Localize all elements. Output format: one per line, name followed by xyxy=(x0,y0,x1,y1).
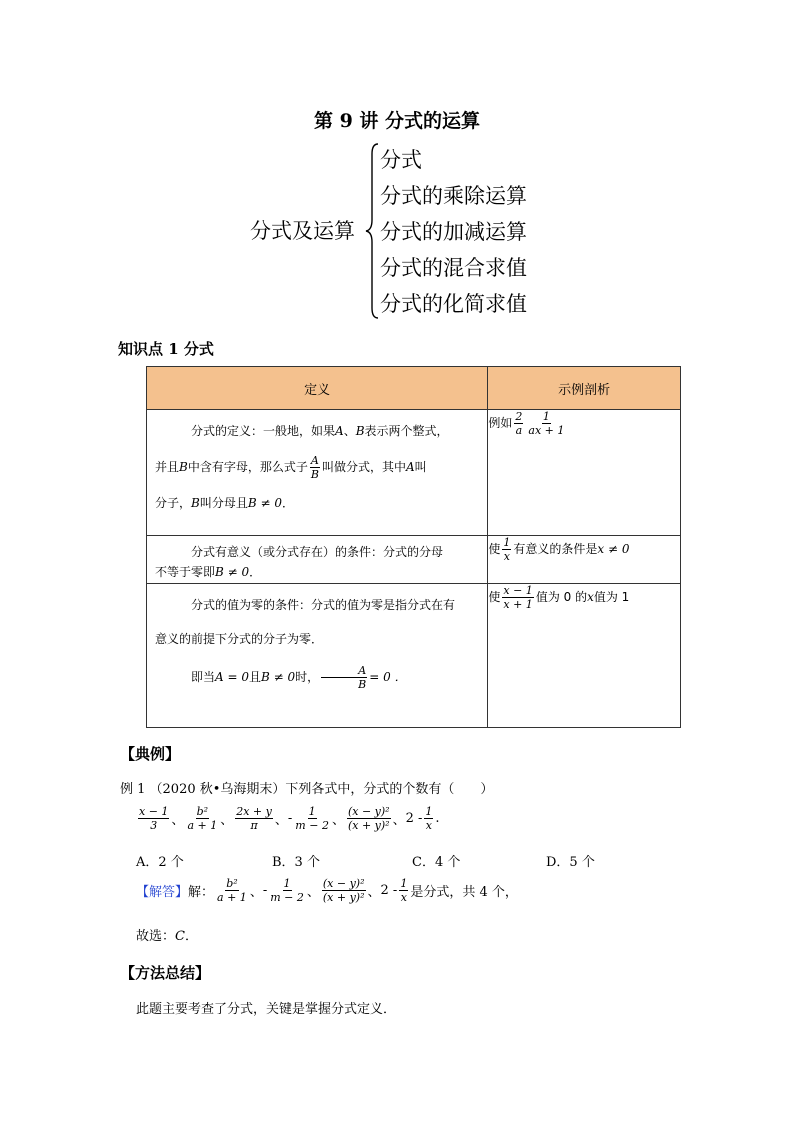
outline-item: 分式的混合求值 xyxy=(380,256,527,280)
table-row xyxy=(147,584,681,728)
knowledge-table xyxy=(146,366,681,728)
option-a: A．2 个 xyxy=(136,855,184,870)
choose-line: 故选：C． xyxy=(136,929,198,944)
definition-cell: 分式的值为零的条件：分式的值为零是指分式在有 意义的前提下分式的分子为零． 即当A = 0且B ≠ 0时， $\frac{A}{B}$ = 0 ． xyxy=(147,584,488,728)
definition-cell: 分式的定义：一般地，如果A、B表示两个整式， 并且B中含有字母，那么式子 $\frac{A}{B}$ 叫做分式，其中A叫 分子，B叫分母且B ≠ 0． xyxy=(147,410,488,536)
outline-root: 分式及运算 xyxy=(250,219,355,243)
method-heading: 【方法总结】 xyxy=(120,964,211,982)
answer-tag: 【解答】 xyxy=(136,885,189,900)
example-stem: 例 1 （2020 秋•乌海期末）下列各式中，分式的个数有（ ） xyxy=(120,782,494,797)
table-header-definition: 定义 xyxy=(147,367,488,410)
outline-item: 分式的化简求值 xyxy=(380,292,527,316)
fraction-a-over-b: $\frac{A}{B}$ xyxy=(310,454,319,481)
table-row xyxy=(147,536,681,584)
example-cell: 使 $\frac{x - 1}{x + 1}$ 值为 0 的x值为 1 xyxy=(488,584,681,728)
section-heading: 知识点 1 分式 xyxy=(118,340,214,358)
option-b: B．3 个 xyxy=(272,855,320,870)
table-header-example: 示例剖析 xyxy=(488,367,681,410)
outline-item: 分式的乘除运算 xyxy=(380,184,527,208)
definition-cell: 分式有意义（或分式存在）的条件：分式的分母 不等于零即B ≠ 0． xyxy=(147,536,488,584)
example-heading: 【典例】 xyxy=(120,745,181,763)
page-title: 第 9 讲 分式的运算 xyxy=(313,110,481,132)
example-cell: 使 $\frac{1}{x}$ 有意义的条件是x ≠ 0 xyxy=(488,536,681,584)
example-cell: 例如 $\frac{2}{a}$ $\frac{1}{ax + 1}$ xyxy=(488,410,681,536)
option-d: D．5 个 xyxy=(546,855,595,870)
brace-icon xyxy=(364,142,380,320)
outline-item: 分式 xyxy=(380,148,422,172)
outline-list xyxy=(380,142,527,322)
answer-line: 【解答】 解： $\frac{\text{b²}}{a + 1}$ 、 - $\frac{1}{m - 2}$ 、 $\frac{\text{(x − y)²}}{\text{(x + y)²}}$ 、 2 - $\frac{1}{x}$ 是分式，共 4 个， xyxy=(136,877,518,904)
expression-list: $\frac{x - 1}{3}$ 、 $\frac{\text{b²}}{a + 1}$ 、 $\frac{2x + y}{\pi}$ 、 - $\frac{1}{m - 2}$ 、 $\frac{\text{(x − y)²}}{\text{(x + y)²}}$ 、 2 - $\frac{1}{x}$ . xyxy=(139,805,440,832)
outline-item: 分式的加减运算 xyxy=(380,220,527,244)
option-c: C．4 个 xyxy=(412,855,461,870)
table-row xyxy=(147,410,681,536)
method-text: 此题主要考查了分式，关键是掌握分式定义． xyxy=(136,1002,397,1017)
